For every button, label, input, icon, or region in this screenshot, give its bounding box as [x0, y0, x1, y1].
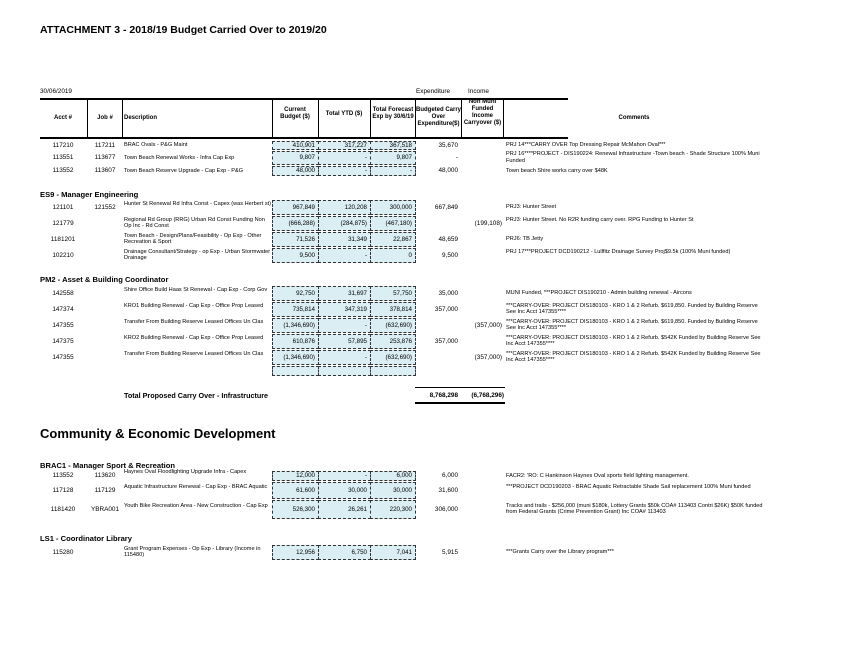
budget-cell [272, 334, 319, 349]
ytd-cell-value: 317,227 [344, 141, 367, 149]
total-income: (6,768,296) [471, 392, 504, 399]
header-divider [318, 99, 319, 137]
row-comment: Town beach Shire works carry over $48K [506, 167, 608, 174]
budget-cell [272, 216, 319, 231]
forecast-cell-value: 300,000 [389, 203, 412, 211]
budget-cell [272, 141, 319, 150]
row-comment: ***CARRY-OVER: PROJECT DIS180103 - KRO 1 & 2 Refurb. $619,850. Funded by Building Reserve See Inc Acct 147355**** [506, 318, 758, 332]
budget-cell-value: 71,526 [296, 235, 315, 243]
carryover-value: 6,000 [442, 472, 458, 479]
job-number: 117129 [94, 486, 116, 494]
row-comment: ***Grants Carry over the Library program*** [506, 549, 614, 555]
forecast-cell [370, 350, 416, 365]
row-comment: PRJ3: Hunter Street. No R2R funding carry over. RPG Funding to Hunter St [506, 216, 694, 223]
budget-cell [272, 471, 319, 481]
carryover-value: 667,849 [434, 203, 458, 211]
budget-cell [272, 482, 319, 499]
ytd-cell [318, 350, 371, 365]
carryover-value: 357,000 [434, 305, 458, 313]
row-comment: ***CARRY-OVER: PROJECT DIS180103 - KRO 1 & 2 Refurb. $542K Funded by Building Reserve See Inc Acct 147355**** [506, 334, 761, 348]
forecast-cell [370, 500, 416, 519]
ytd-cell [318, 334, 371, 349]
ytd-cell [318, 500, 371, 519]
carryover-value: 5,915 [442, 548, 458, 556]
forecast-cell [370, 141, 416, 150]
forecast-cell [370, 166, 416, 176]
section-heading-ced: Community & Economic Development [40, 426, 276, 441]
row-comment: Tracks and trails - $256,000 (muni $180k, Lottery Grants $50k COA# 113403 Contri $26K) $50K funded from Federal Grants (Crime Prevention Grant) Inc COA# 113403 [506, 502, 763, 516]
forecast-cell-value: 57,750 [393, 289, 412, 297]
budget-cell-value: 9,807 [299, 153, 315, 161]
ytd-cell-value: 347,319 [344, 305, 367, 313]
income-carryover-value: (357,000) [474, 353, 502, 361]
forecast-cell-value: 6,000 [396, 471, 412, 479]
ytd-cell [318, 216, 371, 231]
forecast-cell-value: (632,690) [385, 321, 412, 329]
job-number: 117211 [94, 141, 116, 149]
row-comment: PRJ3: Hunter Street [506, 204, 557, 210]
acct-number: 102210 [52, 251, 74, 259]
forecast-cell-value: (632,690) [385, 353, 412, 361]
ytd-cell-value: 6,750 [351, 548, 367, 556]
row-comment: PRJ6: TB Jetty [506, 236, 544, 242]
forecast-cell [370, 151, 416, 165]
ytd-cell-value: 31,697 [348, 289, 367, 297]
col-header-acct: Acct # [53, 115, 72, 121]
row-description: Transfer From Building Reserve Leased Offices Un Clas [124, 318, 264, 325]
budget-cell [272, 500, 319, 519]
ytd-cell [318, 471, 371, 481]
ytd-cell [318, 141, 371, 150]
job-number: 113607 [94, 167, 116, 174]
forecast-cell-value: 9,807 [396, 153, 412, 161]
budget-cell-value: 61,600 [296, 486, 315, 494]
forecast-cell [370, 471, 416, 481]
carryover-value: 31,600 [438, 486, 458, 494]
acct-number: 147374 [52, 305, 74, 313]
ytd-cell-value: 26,261 [348, 505, 367, 513]
ytd-cell-value: - [364, 153, 367, 161]
forecast-cell [370, 334, 416, 349]
acct-number: 113552 [52, 167, 74, 174]
carryover-value: 306,000 [434, 505, 458, 513]
total-label: Total Proposed Carry Over - Infrastructure [124, 391, 269, 400]
row-description: Town Beach Renewal Works - Infra Cap Exp [124, 154, 235, 161]
budget-cell-value: 12,000 [296, 471, 315, 479]
budget-cell [272, 318, 319, 333]
col-header-job: Job # [97, 115, 113, 121]
row-comment: FACR2: 'RO: C Hankinson Haynes Oval sports field lighting management. [506, 472, 689, 479]
income-carryover-value: (357,000) [474, 321, 502, 329]
budget-cell-value: 92,750 [296, 289, 315, 297]
ytd-cell [318, 318, 371, 333]
forecast-cell [370, 216, 416, 231]
budget-cell [272, 545, 319, 560]
row-comment: ***CARRY-OVER: PROJECT DIS180103 - KRO 1 & 2 Refurb. $542K Funded by Building Reserve See Inc Acct 147355**** [506, 350, 761, 364]
forecast-cell [370, 232, 416, 247]
empty-cell [272, 366, 319, 376]
col-header-comments: Comments [618, 115, 650, 121]
expenditure-group-label: Expenditure [416, 88, 451, 95]
ytd-cell [318, 200, 371, 215]
budget-cell-value: 48,000 [296, 166, 315, 174]
row-description: Shire Office Build Haas St Renewal - Cap Exp - Corp Gov [124, 286, 268, 293]
budget-cell [272, 350, 319, 365]
forecast-cell-value: 253,876 [389, 337, 412, 345]
ytd-cell-value: 57,895 [348, 337, 367, 345]
carryover-value: 48,659 [438, 235, 458, 243]
row-description: Hunter St Renewal Rd Infra Const - Capex (was Herbert st) [124, 200, 272, 207]
col-header-carryover: Budgeted Carry Over Expenditure($) [416, 107, 462, 127]
budget-cell-value: (1,346,690) [283, 353, 315, 361]
forecast-cell-value: (467,180) [385, 219, 412, 227]
ytd-cell-value: 31,349 [348, 235, 367, 243]
acct-number: 113551 [52, 154, 74, 161]
income-group-label: Income [468, 88, 489, 95]
page-title: ATTACHMENT 3 - 2018/19 Budget Carried Over to 2019/20 [40, 24, 327, 36]
carryover-value: - [455, 154, 458, 161]
acct-number: 1181420 [50, 505, 76, 513]
budget-cell [272, 151, 319, 165]
forecast-cell [370, 318, 416, 333]
empty-cell [318, 366, 371, 376]
forecast-cell [370, 545, 416, 560]
budget-cell-value: 410,901 [292, 141, 315, 149]
forecast-cell-value: 30,000 [393, 486, 412, 494]
budget-cell [272, 166, 319, 176]
job-number: YBRA001 [90, 505, 120, 513]
row-comment: PRJ 16****PROJECT - DIS190224: Renewal Infrastructure -Town beach - Shade Structure 100% Muni Funded [506, 151, 760, 164]
row-description: Aquatic Infrastructure Renewal - Cap Exp - BRAC Aquatic [124, 483, 268, 490]
ytd-cell [318, 151, 371, 165]
acct-number: 121779 [52, 219, 74, 227]
income-carryover-value: (199,108) [474, 219, 502, 227]
row-description: KRO1 Building Renewal - Cap Exp - Office Prop Leased [124, 302, 264, 309]
empty-cell [370, 366, 416, 376]
col-header-budget: Current Budget ($) [280, 107, 310, 120]
row-description: Regional Rd Group (RRG) Urban Rd Const Funding Non Op Inc - Rd Const [124, 216, 265, 230]
budget-cell [272, 302, 319, 317]
forecast-cell [370, 482, 416, 499]
budget-cell-value: 735,814 [292, 305, 315, 313]
acct-number: 115280 [52, 548, 74, 556]
forecast-cell-value: - [409, 166, 412, 174]
acct-number: 121101 [52, 203, 74, 211]
row-comment: ***CARRY-OVER: PROJECT DIS180103 - KRO 1 & 2 Refurb. $619,850. Funded by Building Reserve See Inc Acct 147355**** [506, 302, 758, 316]
budget-cell-value: (666,288) [288, 219, 315, 227]
ytd-cell-value: - [364, 471, 367, 479]
row-comment: PRJ 17***PROJECT DCD190212 - Lullfitz Drainage Survey Proj$9.5k (100% Muni funded) [506, 248, 731, 255]
forecast-cell [370, 286, 416, 301]
ytd-cell-value: - [364, 251, 367, 259]
acct-number: 147375 [52, 337, 74, 345]
ytd-cell [318, 248, 371, 263]
budget-cell-value: (1,346,690) [283, 321, 315, 329]
forecast-cell-value: 367,518 [389, 141, 412, 149]
row-comment: PRJ 14***CARRY OVER Top Dressing Repair McMahon Oval*** [506, 142, 666, 148]
row-comment: ***PROJECT DCD190203 - BRAC Aquatic Retractable Shade Sail replacement 100% Muni funded [506, 483, 751, 490]
acct-number: 117128 [52, 486, 74, 494]
total-top-rule [415, 387, 505, 388]
header-divider [122, 99, 123, 137]
col-header-forecast: Total Forecast Exp by 30/6/19 [372, 107, 414, 120]
forecast-cell [370, 302, 416, 317]
row-description: Youth Bike Recreation Area - New Construction - Cap Exp [124, 502, 268, 509]
budget-cell-value: 526,300 [292, 505, 315, 513]
ytd-cell-value: 30,000 [348, 486, 367, 494]
col-header-description: Description [124, 115, 158, 121]
section-heading-ls1: LS1 - Coordinator Library [40, 534, 132, 543]
acct-number: 1181201 [50, 235, 76, 243]
ytd-cell [318, 166, 371, 176]
budget-cell-value: 967,849 [292, 203, 315, 211]
total-bottom-rule [415, 402, 505, 404]
carryover-value: 9,500 [442, 251, 458, 259]
budget-cell-value: 610,876 [292, 337, 315, 345]
ytd-cell-value: - [364, 166, 367, 174]
forecast-cell [370, 248, 416, 263]
forecast-cell-value: 0 [408, 251, 412, 259]
carryover-value: 48,000 [438, 167, 458, 174]
row-description: KRO2 Building Renewal - Cap Exp - Office Prop Leased [124, 334, 264, 341]
job-number: 113677 [94, 154, 116, 161]
acct-number: 113552 [52, 472, 74, 479]
budget-cell [272, 232, 319, 247]
job-number: 113620 [94, 472, 116, 479]
col-header-nonmuni: Non Muni Funded Income Carryover ($) [463, 99, 502, 126]
acct-number: 147355 [52, 353, 74, 361]
section-heading-es9: ES9 - Manager Engineering [40, 190, 139, 199]
forecast-cell-value: 378,814 [389, 305, 412, 313]
ytd-cell-value: (284,875) [340, 219, 367, 227]
ytd-cell [318, 302, 371, 317]
forecast-cell [370, 200, 416, 215]
row-description: Haynes Oval Floodlighting Upgrade Infra - Capex [124, 469, 247, 475]
row-description: Town Beach Reserve Upgrade - Cap Exp - P&G [124, 167, 244, 174]
budget-cell-value: 9,500 [299, 251, 315, 259]
row-comment: MUNI Funded, ***PROJECT DIS190210 - Admin building renewal - Aircons [506, 290, 692, 296]
ytd-cell [318, 286, 371, 301]
budget-cell-value: 12,956 [296, 548, 315, 556]
section-heading-pm2: PM2 - Asset & Building Coordinator [40, 275, 169, 284]
header-bottom-rule [40, 137, 568, 139]
forecast-cell-value: 22,867 [393, 235, 412, 243]
col-header-ytd: Total YTD ($) [325, 111, 363, 117]
budget-cell [272, 200, 319, 215]
section-heading-brac1: BRAC1 - Manager Sport & Recreation [40, 461, 176, 470]
row-description: Drainage Consultant/Strategy - op Exp - Urban Stormwater Drainage [124, 248, 271, 262]
row-description: Town Beach - Design/Plans/Feasibility - Op Exp - Other Recreation & Sport [124, 232, 262, 246]
budget-cell [272, 286, 319, 301]
acct-number: 117210 [52, 141, 74, 149]
carryover-value: 35,670 [438, 141, 458, 149]
acct-number: 142558 [52, 289, 74, 297]
row-description: Grant Program Expenses - Op Exp - Library (Income in 115480) [124, 545, 261, 559]
ytd-cell-value: 120,208 [344, 203, 367, 211]
report-date: 30/06/2019 [40, 88, 72, 95]
total-carryover: 8,768,298 [429, 392, 458, 399]
row-description: BRAC Ovals - P&G Maint [124, 142, 188, 148]
job-number: 121552 [94, 203, 116, 211]
forecast-cell-value: 220,300 [389, 505, 412, 513]
forecast-cell-value: 7,041 [396, 548, 412, 556]
ytd-cell [318, 482, 371, 499]
carryover-value: 357,000 [434, 337, 458, 345]
acct-number: 147355 [52, 321, 74, 329]
carryover-value: 35,000 [438, 289, 458, 297]
budget-cell [272, 248, 319, 263]
ytd-cell-value: - [364, 353, 367, 361]
ytd-cell [318, 545, 371, 560]
header-divider [272, 99, 273, 137]
ytd-cell [318, 232, 371, 247]
ytd-cell-value: - [364, 321, 367, 329]
row-description: Transfer From Building Reserve Leased Offices Un Clas [124, 350, 264, 357]
